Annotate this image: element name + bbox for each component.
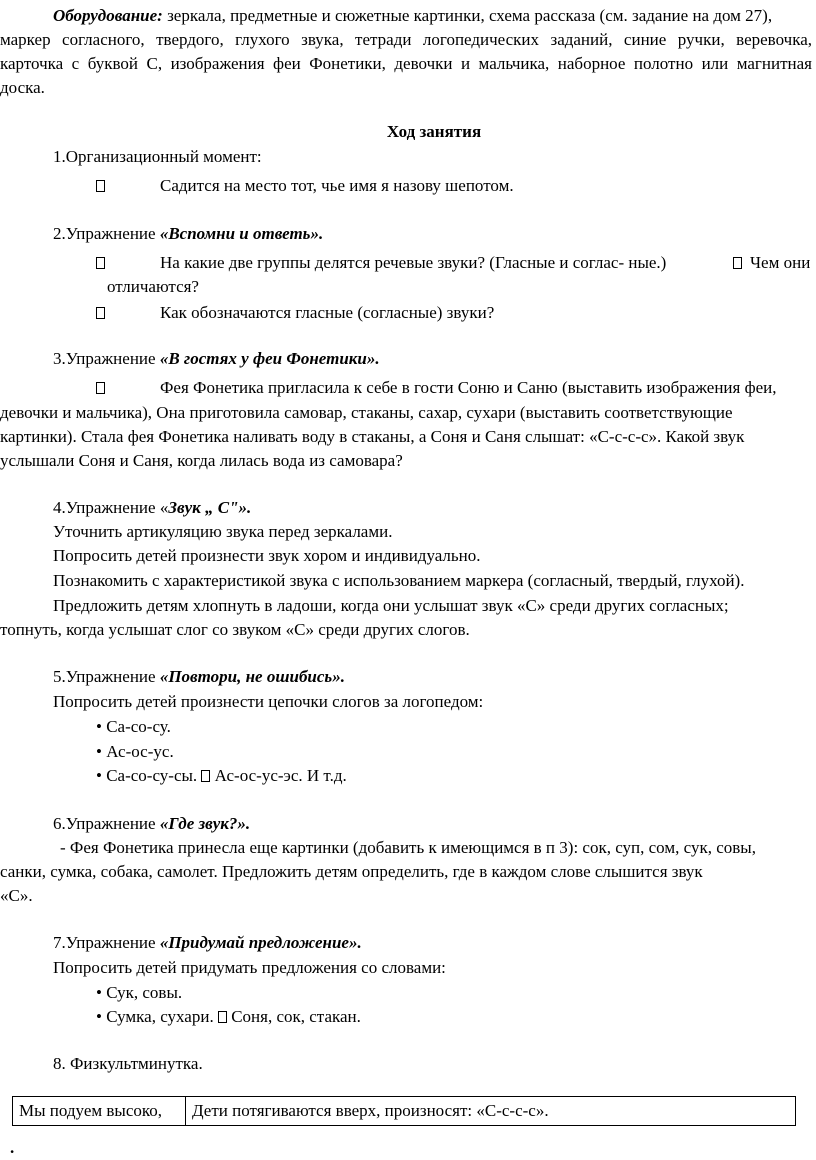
bullet-dot: •	[96, 1007, 102, 1026]
square-bullet-icon	[96, 257, 105, 269]
section-3-prefix: 3.Упражнение	[53, 349, 160, 368]
section-4-title	[53, 496, 251, 520]
section-3-title	[53, 347, 380, 371]
section-4-prefix: 4.Упражнение «	[53, 498, 169, 517]
lesson-heading: Ход занятия	[386, 122, 482, 141]
section-2-item-1-line-1: На какие две группы делятся речевые звуки? (Гласные и соглас- ные.)	[160, 253, 667, 272]
section-2-name: «Вспомни и ответь».	[159, 224, 324, 243]
bullet-dot: •	[96, 717, 102, 736]
equipment-line-2: маркер согласного, твердого, глухого звука, тетради логопедических заданий, синие ручки, веревочка,	[0, 30, 812, 49]
square-bullet-icon	[96, 180, 105, 192]
section-3-marker	[96, 376, 105, 400]
equipment-label: Оборудование:	[53, 6, 163, 25]
section-7-bullet-2a-text: Сумка, сухари.	[106, 1007, 214, 1026]
equipment-line-3: карточка с буквой С, изображения феи Фонетики, девочки и мальчика, наборное полотно или магнитная	[0, 54, 812, 73]
section-3-name: «В гостях у феи Фонетики».	[159, 349, 380, 368]
section-2-item-2: Как обозначаются гласные (согласные) звуки?	[160, 303, 495, 322]
section-2-item-1-marker-inline	[733, 251, 742, 275]
section-3-line-1: Фея Фонетика пригласила к себе в гости Соню и Саню (выставить изображения феи,	[160, 378, 777, 397]
section-7-name: «Придумай предложение».	[159, 933, 362, 952]
section-3-line-4: услышали Соня и Саня, когда лилась вода из самовара?	[0, 451, 403, 470]
section-2-item-1-marker	[96, 251, 105, 275]
section-4-line-4: Предложить детям хлопнуть в ладоши, когда они услышат звук «С» среди других согласных;	[53, 596, 729, 615]
section-2-item-1-line-1b: Чем они	[750, 253, 811, 272]
section-5-prefix: 5.Упражнение	[53, 667, 160, 686]
section-5-bullet-2-text: Ас-ос-ус.	[106, 742, 174, 761]
section-7-bullet-1	[96, 981, 182, 1005]
section-6-line-3: «С».	[0, 886, 33, 905]
square-bullet-icon	[96, 382, 105, 394]
section-5-bullet-3	[96, 764, 347, 788]
section-6-name: «Где звук?».	[159, 814, 251, 833]
section-6-line-1: - Фея Фонетика принесла еще картинки (добавить к имеющимся в п 3): сок, суп, сом, сук, совы,	[60, 838, 756, 857]
bullet-dot: •	[96, 983, 102, 1002]
section-4-line-3: Познакомить с характеристикой звука с использованием маркера (согласный, твердый, глухой).	[53, 571, 745, 590]
section-7-bullet-1-text: Сук, совы.	[106, 983, 183, 1002]
section-2-item-2-marker	[96, 301, 105, 325]
section-5-bullet-3b-text: Ас-ос-ус-эс. И т.д.	[214, 766, 347, 785]
trailing-mark: .	[10, 1138, 15, 1157]
section-5-title	[53, 665, 345, 689]
section-6-title	[53, 812, 250, 836]
section-5-intro: Попросить детей произнести цепочки слогов за логопедом:	[53, 692, 484, 711]
section-2-title	[53, 222, 323, 246]
square-bullet-icon	[733, 257, 742, 269]
section-7-prefix: 7.Упражнение	[53, 933, 160, 952]
section-5-name: «Повтори, не ошибись».	[159, 667, 345, 686]
section-2-item-1-line-2: отличаются?	[107, 277, 199, 296]
equipment-text-1: зеркала, предметные и сюжетные картинки, схема рассказа (см. задание на дом 27),	[167, 6, 773, 25]
section-7-intro: Попросить детей придумать предложения со словами:	[53, 958, 446, 977]
section-4-line-5: топнуть, когда услышат слог со звуком «С» среди других слогов.	[0, 620, 470, 639]
section-3-line-3: картинки). Стала фея Фонетика наливать воду в стаканы, а Соня и Саня слышат: «С-с-с-с». Какой звук	[0, 427, 745, 446]
bullet-dot: •	[96, 766, 102, 785]
section-1-item-marker	[96, 174, 105, 198]
equipment-line-1	[53, 4, 772, 28]
section-4-line-2: Попросить детей произнести звук хором и индивидуально.	[53, 546, 481, 565]
exercise-table	[12, 1096, 796, 1126]
section-5-bullet-3a-text: Са-со-су-сы.	[106, 766, 198, 785]
section-7-bullet-2b-text: Соня, сок, стакан.	[231, 1007, 361, 1026]
section-5-bullet-2	[96, 740, 174, 764]
square-bullet-icon	[218, 1011, 227, 1023]
section-6-prefix: 6.Упражнение	[53, 814, 160, 833]
table-cell-2: Дети потягиваются вверх, произносят: «С-с-с-с».	[186, 1097, 796, 1126]
square-bullet-icon	[201, 770, 210, 782]
section-5-bullet-1	[96, 715, 171, 739]
equipment-line-4: доска.	[0, 78, 45, 97]
section-1-item: Садится на место тот, чье имя я назову шепотом.	[160, 176, 514, 195]
section-7-title	[53, 931, 362, 955]
section-7-bullet-2	[96, 1005, 361, 1029]
section-8-title: 8. Физкультминутка.	[53, 1054, 203, 1073]
square-bullet-icon	[96, 307, 105, 319]
section-6-line-2: санки, сумка, собака, самолет. Предложить детям определить, где в каждом слове слышится звук	[0, 862, 703, 881]
section-3-line-2: девочки и мальчика), Она приготовила самовар, стаканы, сахар, сухари (выставить соответствующие	[0, 403, 733, 422]
table-cell-1: Мы подуем высоко,	[13, 1097, 186, 1126]
section-2-prefix: 2.Упражнение	[53, 224, 160, 243]
section-4-name: Звук „ С"».	[168, 498, 252, 517]
bullet-dot: •	[96, 742, 102, 761]
table-row	[13, 1097, 796, 1126]
section-4-line-1: Уточнить артикуляцию звука перед зеркалами.	[53, 522, 393, 541]
section-5-bullet-1-text: Са-со-су.	[106, 717, 171, 736]
section-1-title: 1.Организационный момент:	[53, 147, 262, 166]
